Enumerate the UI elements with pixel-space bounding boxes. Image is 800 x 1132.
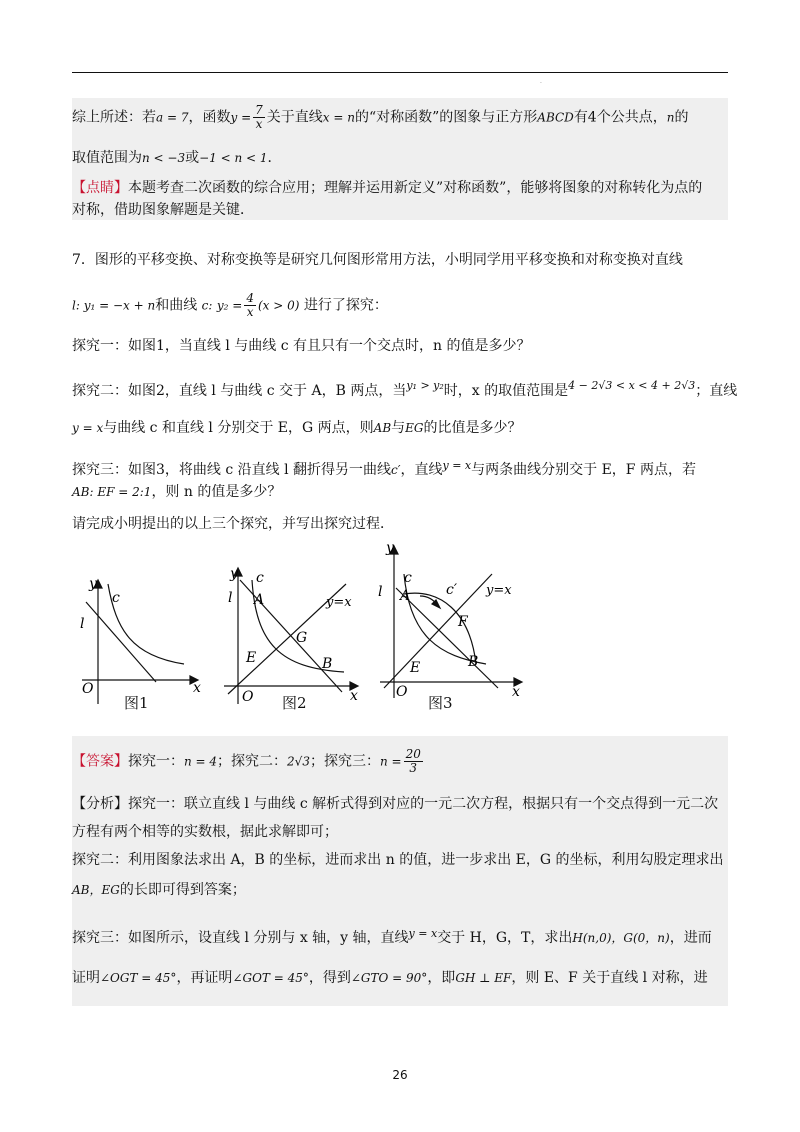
fig2-label-a: A [254,592,265,608]
fig3-label-yx: y=x [486,583,512,598]
explore-2: 探究二：如图2，直线 l 与曲线 c 交于 A，B 两点，当$^{y_1 > y_2}$时，x 的取值范围是$^{4 - 2√3 < x < 4 + 2√3}$；直线 [72,379,738,399]
fig1-label-o: O [82,681,94,697]
fig3-label-y: y [386,540,394,556]
problem-definitions: l: y₁ = −x + n和曲线 c: y₂ = $\frac{4}{x}$ (x > 0) 进行了探究： [72,291,388,319]
fig3-label-b: B [468,654,479,670]
fig3-label-l: l [378,584,383,600]
summary-line-2: 取值范围为n < −3或−1 < n < 1． [72,150,282,166]
header-rule [72,72,728,73]
fig2-label-c: c [256,570,264,586]
analysis-line-1: 【分析】探究一：联立直线 l 与曲线 c 解析式得到对应的一元二次方程，根据只有一个交点得到一元二次 [72,796,719,812]
header-mark: . [540,78,542,85]
problem-intro: 7．图形的平移变换、对称变换等是研究几何图形常用方法，小明同学用平移变换和对称变换对直线 [72,252,683,268]
fig1-label-l: l [80,616,85,632]
fig3-label-a: A [400,588,411,604]
summary-line-1: 综上所述：若a = 7，函数y = $\frac{7}{x}$ 关于直线x = n的“对称函数”的图象与正方形ABCD有4个公共点，n的 [72,103,689,131]
complete-instruction: 请完成小明提出的以上三个探究，并写出探究过程． [72,516,394,532]
fig2-label-b: B [322,656,333,672]
cond-a: a = 7 [156,110,189,125]
fraction-4-over-x: $\frac{4}{x}$ [246,291,254,319]
fig3-label-f: F [458,614,468,630]
fig2-label-x: x [350,688,358,704]
fig2-label-g: G [296,630,308,646]
fig2-label-e: E [246,650,257,666]
dianjing-line-1: 【点睛】本题考查二次函数的综合应用；理解并运用新定义”对称函数”，能够将图象的对称转化为点的 [72,180,703,196]
fig2-label-l: l [228,590,233,606]
fig3-label-cprime: c′ [446,582,458,598]
fig1-label-x: x [193,680,201,696]
explore-2-cont: y = x与曲线 c 和直线 l 分别交于 E，G 两点，则AB与EG的比值是多少？ [72,420,522,436]
fraction-7-over-x: $\frac{7}{x}$ [255,103,263,131]
fig3-label-o: O [396,684,408,700]
fig3-label-x: x [512,684,520,700]
explore-3: 探究三：如图3，将曲线 c 沿直线 l 翻折得另一曲线c′，直线$^{y = x}$与两条曲线分别交于 E，F 两点，若 [72,459,696,478]
answer-line: 【答案】探究一：n = 4；探究二：2√3；探究三：n = $\frac{20}{3}$ [72,747,421,775]
answer-label: 【答案】 [72,753,128,770]
fig1-label-c: c [112,590,120,606]
analysis-line-2: 方程有两个相等的实数根，据此求解即可； [72,824,338,840]
analysis-line-6: 证明∠OGT = 45°，再证明∠GOT = 45°，得到∠GTO = 90°，即GH ⊥ EF，则 E、F 关于直线 l 对称，进 [72,970,708,986]
figure-3 [374,538,530,716]
dianjing-line-2: 对称，借助图象解题是关键． [72,202,254,218]
fig1-label-y: y [89,576,97,592]
fig3-label-c: c [404,570,412,586]
fig2-label-o: O [242,689,254,705]
analysis-line-3: 探究二：利用图象法求出 A，B 的坐标，进而求出 n 的值，进一步求出 E，G 的坐标，利用勾股定理求出 [72,852,724,868]
fig3-label-e: E [410,660,421,676]
analysis-label: 【分析】 [72,796,128,812]
dianjing-label: 【点睛】 [72,180,128,196]
analysis-line-4: AB，EG的长即可得到答案； [72,882,246,898]
explore-3-cont: AB: EF = 2:1，则 n 的值是多少？ [72,484,282,500]
fig1-line-l [86,602,156,682]
summary-block [72,98,728,220]
explore-1: 探究一：如图1，当直线 l 与曲线 c 有且只有一个交点时，n 的值是多少？ [72,338,531,354]
analysis-line-5: 探究三：如图所示，设直线 l 分别与 x 轴，y 轴，直线$^{y = x}$交于 H，G，T，求出H(n,0)，G(0，n)，进而 [72,927,712,946]
fig2-caption: 图2 [282,694,307,712]
fig1-caption: 图1 [124,694,149,712]
fraction-20-over-3: $\frac{20}{3}$ [405,747,421,775]
fig3-caption: 图3 [428,694,453,712]
page-number: 26 [392,1068,408,1082]
fig2-label-y: y [230,566,238,582]
fig2-label-yx: y=x [326,595,352,610]
answer-analysis-block [72,736,728,1006]
